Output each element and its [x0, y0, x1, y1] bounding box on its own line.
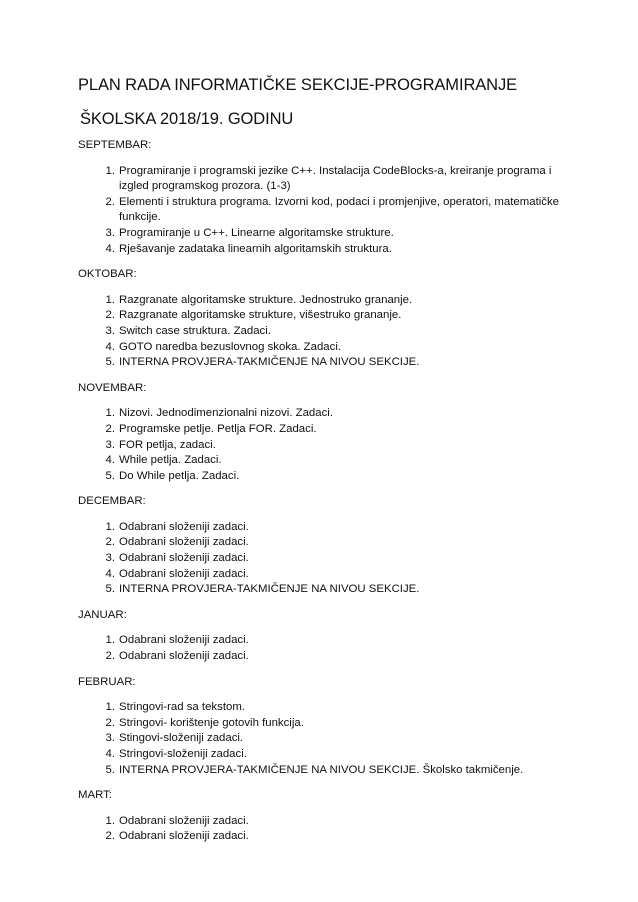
- list-item: [78, 164, 578, 195]
- list-item: [78, 438, 578, 454]
- list-item-text: Stringovi- korištenje gotovih funkcija.: [119, 716, 304, 729]
- list-item-text: Stingovi-složeniji zadaci.: [119, 732, 244, 745]
- list-item-text: Odabrani složeniji zadaci.: [119, 634, 249, 647]
- list-item: [78, 453, 578, 469]
- list-item-text: Programiranje u C++. Linearne algoritamske strukture.: [119, 226, 394, 239]
- month-heading: MART:: [78, 789, 112, 802]
- list-item-text: GOTO naredba bezuslovnog skoka. Zadaci.: [119, 340, 342, 353]
- list-item-text: Odabrani složeniji zadaci.: [119, 552, 249, 565]
- list-item-number: 1.: [105, 520, 115, 533]
- list-item-text: INTERNA PROVJERA-TAKMIČENJE NA NIVOU SEKCIJE.: [119, 583, 420, 596]
- list-item: [78, 551, 578, 567]
- list-item-number: 2.: [105, 536, 115, 549]
- list-item-text: Programske petlje. Petlja FOR. Zadaci.: [119, 422, 317, 435]
- list-item-text: Odabrani složeniji zadaci.: [119, 567, 249, 580]
- list-item-text: INTERNA PROVJERA-TAKMIČENJE NA NIVOU SEKCIJE. Školsko takmičenje.: [119, 763, 524, 776]
- list-item-number: 5.: [105, 356, 115, 369]
- month-heading: NOVEMBAR:: [78, 381, 147, 394]
- list-item-number: 3.: [105, 732, 115, 745]
- list-item-text: Odabrani složeniji zadaci.: [119, 536, 249, 549]
- list-item-number: 4.: [105, 748, 115, 760]
- list-item: [78, 355, 578, 371]
- list-item-number: 2.: [105, 650, 115, 663]
- list-item: [78, 582, 578, 598]
- list-item-text: Stringovi-rad sa tekstom.: [119, 701, 245, 714]
- list-item-number: 4.: [105, 340, 115, 353]
- list-item-text: Razgranate algoritamske strukture. Jednostruko grananje.: [119, 293, 413, 306]
- list-item-number: 3.: [105, 552, 115, 565]
- list-item: [78, 747, 578, 763]
- document-subtitle: ŠKOLSKA 2018/19. GODINU: [80, 110, 294, 128]
- list-item: [78, 242, 578, 258]
- list-item-number: 3.: [105, 438, 115, 451]
- list-item: [78, 814, 578, 830]
- list-item: [78, 195, 578, 226]
- list-item-text: While petlja. Zadaci.: [119, 454, 222, 467]
- list-item-text: Odabrani složeniji zadaci.: [119, 650, 249, 663]
- list-item-text: INTERNA PROVJERA-TAKMIČENJE NA NIVOU SEKCIJE.: [119, 356, 420, 369]
- list-item-text: Programiranje i programski jezike C++. Instalacija CodeBlocks-a, kreiranje programa i izgled programskog prozora. (1-3): [119, 164, 552, 193]
- month-heading: DECEMBAR:: [78, 495, 146, 508]
- list-item: [78, 649, 578, 665]
- list-item-number: 3.: [105, 226, 115, 239]
- list-item-number: 4.: [105, 242, 115, 255]
- list-item-number: 5.: [105, 469, 115, 482]
- list-item: [78, 567, 578, 583]
- list-item-number: 2.: [105, 309, 115, 322]
- list-item-text: Razgranate algoritamske strukture, višestruko grananje.: [119, 309, 402, 322]
- month-heading: SEPTEMBAR:: [78, 139, 152, 151]
- list-item: [78, 763, 578, 779]
- list-item-number: 5.: [105, 583, 115, 596]
- list-item-text: Odabrani složeniji zadaci.: [119, 814, 249, 827]
- month-heading: OKTOBAR:: [78, 268, 137, 281]
- month-topic-list: [78, 164, 578, 258]
- list-item-text: Do While petlja. Zadaci.: [119, 469, 240, 482]
- list-item-number: 2.: [105, 716, 115, 729]
- list-item: [78, 340, 578, 356]
- list-item: [78, 226, 578, 242]
- list-item-text: Odabrani složeniji zadaci.: [119, 830, 249, 843]
- list-item-number: 1.: [105, 701, 115, 714]
- list-item: [78, 308, 578, 324]
- month-topic-list: [78, 293, 578, 371]
- list-item-number: 5.: [105, 763, 115, 776]
- month-heading: FEBRUAR:: [78, 675, 136, 688]
- list-item-text: Odabrani složeniji zadaci.: [119, 520, 249, 533]
- month-topic-list: [78, 406, 578, 484]
- list-item-text: FOR petlja, zadaci.: [119, 438, 216, 451]
- list-item: [78, 469, 578, 485]
- list-item: [78, 633, 578, 649]
- list-item: [78, 324, 578, 340]
- list-item: [78, 829, 578, 845]
- list-item: [78, 293, 578, 309]
- plan-content: [78, 138, 578, 855]
- list-item: [78, 406, 578, 422]
- list-item-number: 1.: [105, 634, 115, 647]
- month-topic-list: [78, 520, 578, 598]
- list-item-number: 1.: [105, 164, 115, 177]
- month-topic-list: [78, 633, 578, 664]
- list-item-text: Stringovi-složeniji zadaci.: [119, 748, 247, 760]
- list-item-text: Switch case struktura. Zadaci.: [119, 324, 271, 337]
- list-item-number: 4.: [105, 567, 115, 580]
- list-item-number: 2.: [105, 830, 115, 843]
- list-item-number: 2.: [105, 195, 115, 208]
- list-item-text: Elementi i struktura programa. Izvorni kod, podaci i promjenjive, operatori, matematičke funkcije.: [119, 195, 559, 224]
- list-item-text: Nizovi. Jednodimenzionalni nizovi. Zadaci.: [119, 407, 333, 420]
- list-item-number: 1.: [105, 814, 115, 827]
- list-item-number: 1.: [105, 407, 115, 420]
- list-item: [78, 520, 578, 536]
- list-item-text: Rješavanje zadataka linearnih algoritamskih struktura.: [119, 242, 392, 255]
- list-item: [78, 422, 578, 438]
- document-title: PLAN RADA INFORMATIČKE SEKCIJE-PROGRAMIRANJE: [78, 76, 518, 94]
- list-item-number: 1.: [105, 293, 115, 306]
- list-item: [78, 731, 578, 747]
- list-item-number: 3.: [105, 324, 115, 337]
- list-item: [78, 535, 578, 551]
- list-item-number: 4.: [105, 454, 115, 467]
- list-item-number: 2.: [105, 422, 115, 435]
- month-topic-list: [78, 814, 578, 845]
- month-heading: JANUAR:: [78, 608, 127, 621]
- list-item: [78, 716, 578, 732]
- month-topic-list: [78, 700, 578, 778]
- list-item: [78, 700, 578, 716]
